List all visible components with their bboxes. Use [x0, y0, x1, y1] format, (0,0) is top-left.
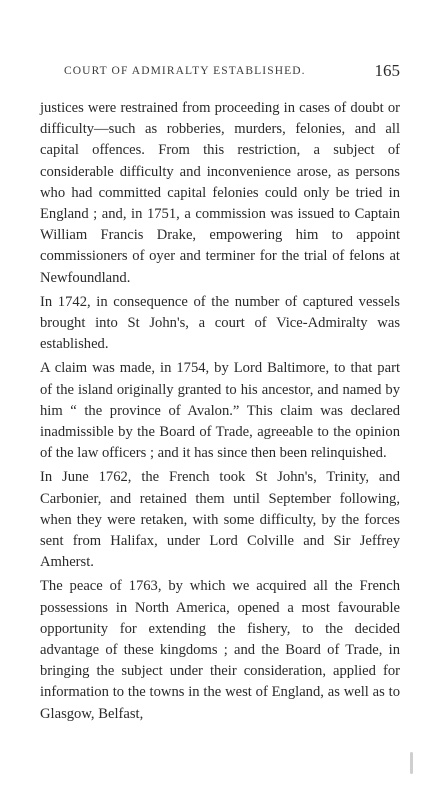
paragraph-vice-admiralty: In 1742, in consequence of the number of captured vessels brought into St John's, a court of Vice-Admiralty was established. — [40, 293, 400, 353]
running-head: COURT OF ADMIRALTY ESTABLISHED. — [64, 65, 306, 77]
paragraph-continued: justices were restrained from proceeding in cases of doubt or difficulty—such as robberies, murders, felonies, and all capital offences. From this restriction, a subject of considerable difficulty and inconvenience arose, as persons who had committed capital felonies could only be tried in England ; and, in 1751, a commission was issued to Captain William Francis Drake, empowering him to appoint commissioners of oyer and terminer for the trial of felons at Newfoundland. — [40, 100, 400, 286]
paragraph-french-1762: In June 1762, the French took St John's, Trinity, and Carbonier, and retained them until September following, when they were retaken, with some difficulty, by the forces sent from Halifax, under Lord Colville and Sir Jeffrey Amherst. — [40, 469, 400, 571]
page-number: 165 — [374, 61, 400, 80]
page-header — [40, 63, 400, 83]
body-text — [40, 98, 400, 728]
margin-smudge — [410, 752, 413, 774]
paragraph-baltimore-claim: A claim was made, in 1754, by Lord Baltimore, to that part of the island originally granted to his ancestor, and named by him “ the province of Avalon.” This claim was declared inadmissible by the Board of Trade, agreeable to the opinion of the law officers ; and it has since then been relinquished. — [40, 360, 400, 462]
paragraph-peace-1763: The peace of 1763, by which we acquired all the French possessions in North America, opened a most favourable opportunity for extending the fishery, to the decided advantage of these kingdoms ; and the Board of Trade, in bringing the subject under their consideration, applied for information to the towns in the west of England, as well as to Glasgow, Belfast, — [40, 578, 400, 722]
